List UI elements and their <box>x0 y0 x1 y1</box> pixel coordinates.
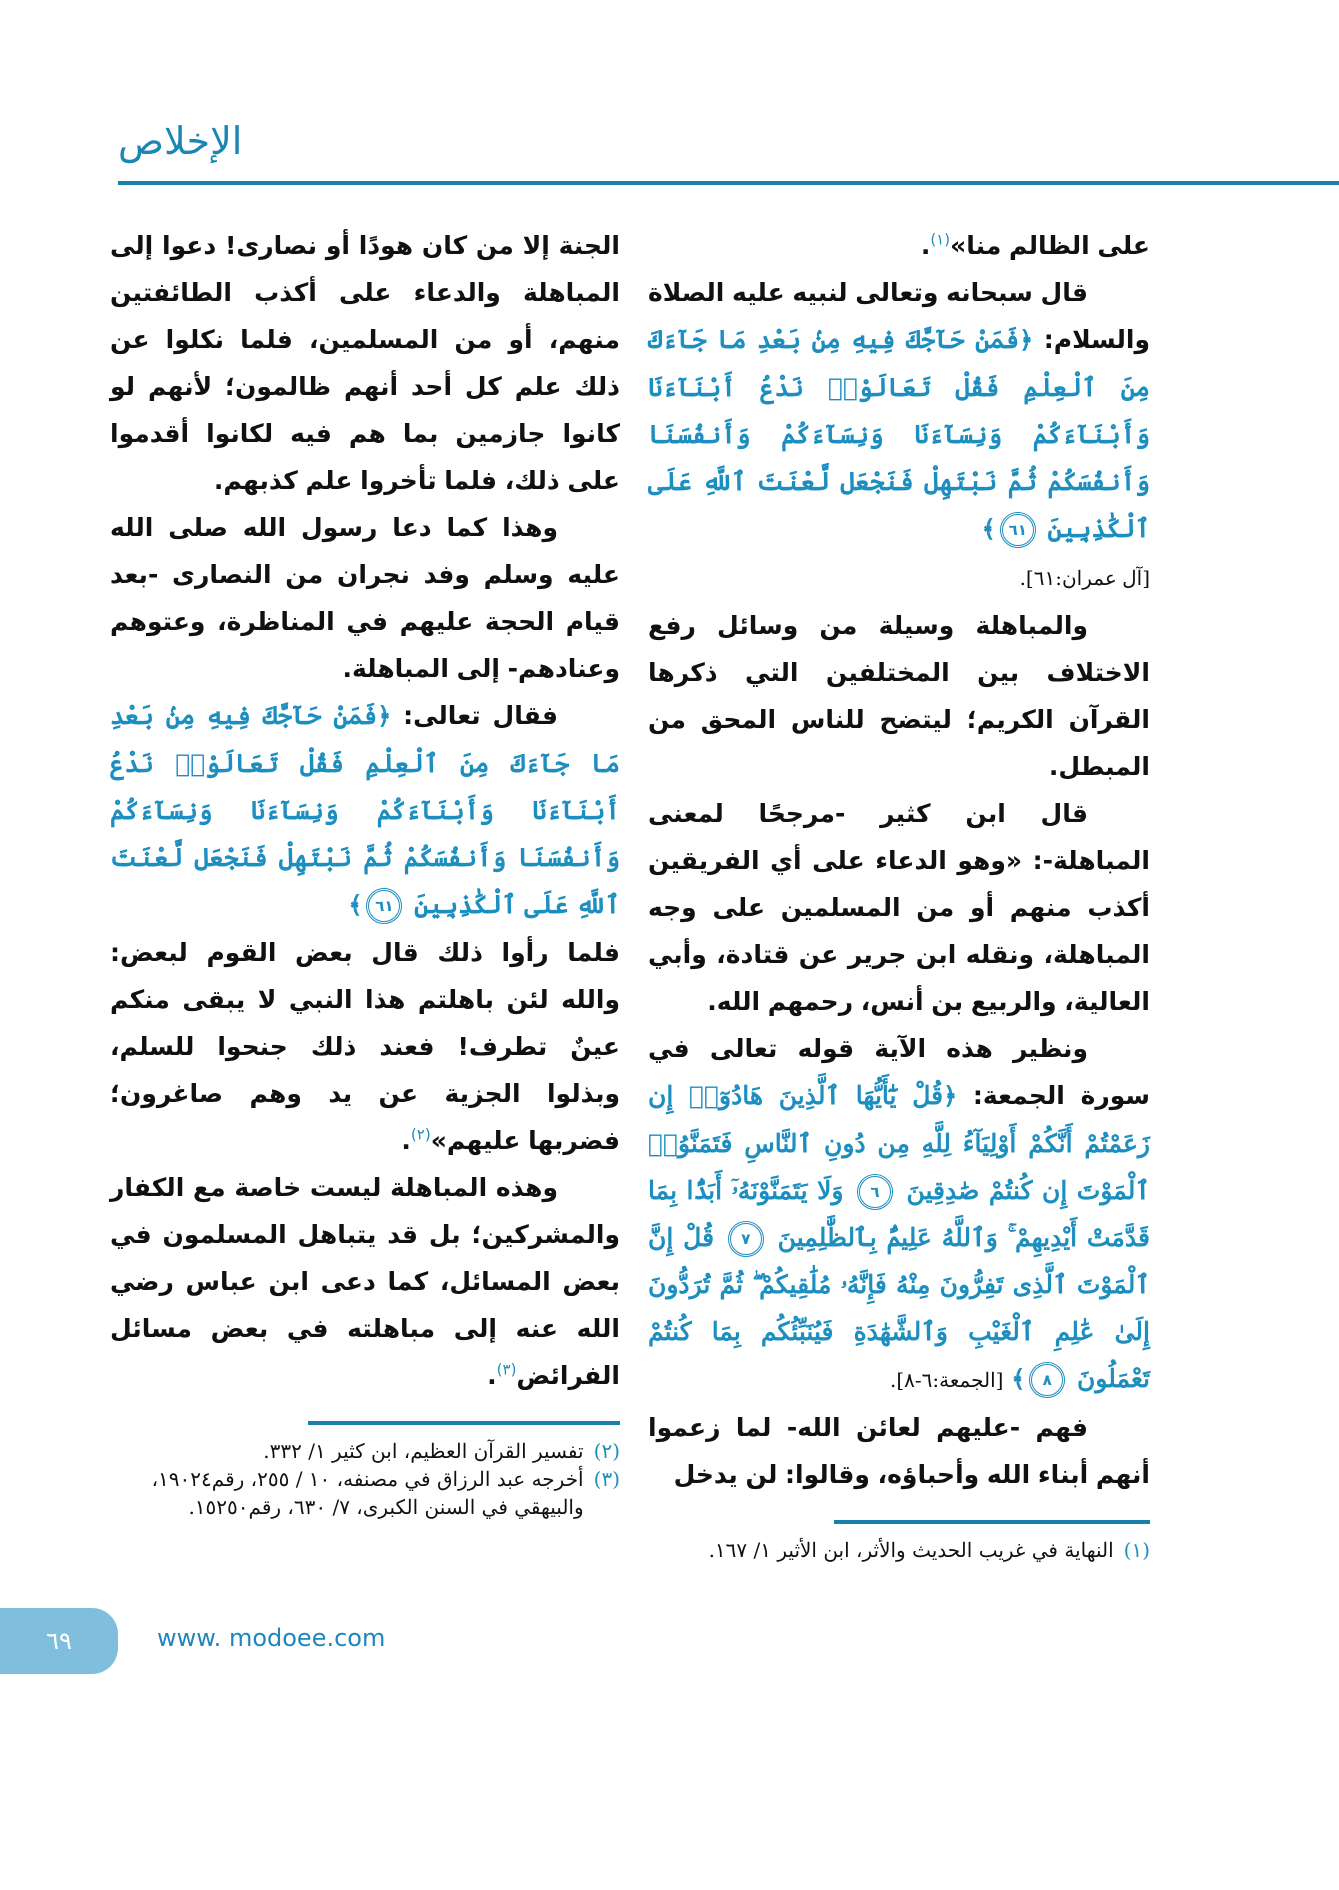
footnote <box>110 1437 620 1465</box>
footnote-number: (٢) <box>593 1439 620 1463</box>
footnote-number: (١) <box>1123 1538 1150 1562</box>
left-column-body <box>110 222 620 1399</box>
footnote-text: أخرجه عبد الرزاق في مصنفه، ١٠ / ٢٥٥، رقم١٩٠٢٤، والبيهقي في السنن الكبرى، ٧/ ٦٣٠، رقم١٥٢٥٠. <box>151 1467 584 1519</box>
text: فقال تعالى: <box>403 701 558 730</box>
paragraph: وهذا كما دعا رسول الله صلى الله عليه وسلم وفد نجران من النصارى -بعد قيام الحجة عليهم في المناظرة، وعتوهم وعنادهم- إلى المباهلة. <box>110 513 620 683</box>
footnotes-left <box>110 1437 620 1521</box>
footnote-rule <box>308 1421 620 1425</box>
chapter-title: الإخلاص <box>118 119 243 163</box>
text: . <box>487 1361 497 1390</box>
quran-verse: قُلْ إِنَّ ٱلْمَوْتَ ٱلَّذِى تَفِرُّونَ مِنْهُ فَإِنَّهُۥ مُلَٰقِيكُمْ ۖ ثُمَّ تُرَدُّونَ إِلَىٰ عَٰلِمِ ٱلْغَيْبِ وَٱلشَّهَٰدَةِ فَيُنَبِّئُكُم بِمَا كُنتُمْ تَعْمَلُونَ <box>648 1223 1150 1393</box>
page-footer <box>0 1588 1339 1698</box>
paragraph <box>648 269 1150 602</box>
quran-verse: فَمَنْ حَآجَّكَ فِيهِ مِنۢ بَعْدِ مَا جَآءَكَ مِنَ ٱلْعِلْمِ فَقُلْ تَعَالَوْا۟ نَدْعُ أَبْنَآءَنَا وَأَبْنَآءَكُمْ وَنِسَآءَنَا وَنِسَآءَكُمْ وَأَنفُسَنَا وَأَنفُسَكُمْ ثُمَّ نَبْتَهِلْ فَنَجْعَل لَّعْنَتَ ٱللَّهِ عَلَى ٱلْكَٰذِبِينَ <box>110 701 620 919</box>
footnote-text: النهاية في غريب الحديث والأثر، ابن الأثير ١/ ١٦٧. <box>708 1538 1114 1562</box>
paragraph <box>648 222 1150 269</box>
paragraph: والمباهلة وسيلة من وسائل رفع الاختلاف بين المختلفين التي ذكرها القرآن الكريم؛ ليتضح للناس المحق من المبطل. <box>648 611 1150 781</box>
text: فلما رأوا ذلك قال بعض القوم لبعض: والله لئن باهلتم هذا النبي لا يبقى منكم عينٌ تطرف! فعند ذلك جنحوا للسلم، وبذلوا الجزية عن يد وهم صاغرون؛ فضربها عليهم» <box>110 938 620 1155</box>
quran-open-bracket-icon: ﴿ <box>1019 326 1034 354</box>
text: وهذه المباهلة ليست خاصة مع الكفار والمشركين؛ بل قد يتباهل المسلمون في بعض المسائل، كما دعى ابن عباس رضي الله عنه إلى مباهلته في بعض مسائل الفرائض <box>110 1173 620 1390</box>
page-number-badge: ٦٩ <box>0 1608 118 1674</box>
quran-close-bracket-icon: ﴾ <box>1011 1365 1026 1393</box>
footnote-ref-1[interactable]: (١) <box>930 230 951 249</box>
columns <box>0 200 1339 1564</box>
quran-verse: فَمَنْ حَآجَّكَ فِيهِ مِنۢ بَعْدِ مَا جَآءَكَ مِنَ ٱلْعِلْمِ فَقُلْ تَعَالَوْا۟ نَدْعُ أَبْنَآءَنَا وَأَبْنَآءَكُمْ وَنِسَآءَنَا وَنِسَآءَكُمْ وَأَنفُسَنَا وَأَنفُسَكُمْ ثُمَّ نَبْتَهِلْ فَنَجْعَل لَّعْنَتَ ٱللَّهِ عَلَى ٱلْكَٰذِبِينَ <box>648 325 1150 543</box>
footnote <box>110 1465 620 1521</box>
footnote-ref-2[interactable]: (٢) <box>410 1125 431 1144</box>
ayah-number-marker: ٦١ <box>1000 512 1036 548</box>
footnote-ref-3[interactable]: (٣) <box>496 1360 517 1379</box>
ayah-number-marker: ٨ <box>1029 1362 1065 1398</box>
footnote <box>648 1536 1150 1564</box>
quran-open-bracket-icon: ﴿ <box>377 702 392 730</box>
website-link[interactable]: www. modoee.com <box>157 1624 386 1652</box>
paragraph <box>110 692 620 929</box>
footnote-number: (٣) <box>593 1467 620 1491</box>
right-column <box>648 222 1150 1564</box>
paragraph <box>110 929 620 1164</box>
verse-reference: [الجمعة:٦-٨]. <box>889 1368 1004 1392</box>
paragraph: قال ابن كثير -مرجحًا لمعنى المباهلة-: «وهو الدعاء على أي الفريقين أكذب منهم أو من المسلمين على وجه المباهلة، ونقله ابن جرير عن قتادة، وأبي العالية، والربيع بن أنس، رحمهم الله. <box>648 799 1150 1016</box>
footnotes-right <box>648 1536 1150 1564</box>
text: ونظير هذه الآية قوله تعالى في سورة الجمعة: <box>648 1034 1150 1110</box>
ayah-number-marker: ٧ <box>728 1221 764 1257</box>
footnote-text: تفسير القرآن العظيم، ابن كثير ١/ ٣٣٢. <box>263 1439 584 1463</box>
right-column-body <box>648 222 1150 1498</box>
quran-close-bracket-icon: ﴾ <box>348 891 363 919</box>
verse-reference: [آل عمران:٦١]. <box>1019 566 1150 590</box>
quran-close-bracket-icon: ﴾ <box>981 515 996 543</box>
paragraph <box>648 1025 1150 1404</box>
quran-verse: قُلْ يَٰٓأَيُّهَا ٱلَّذِينَ هَادُوٓا۟ إِن زَعَمْتُمْ أَنَّكُمْ أَوْلِيَآءُ لِلَّهِ مِن دُونِ ٱلنَّاسِ فَتَمَنَّوُا۟ ٱلْمَوْتَ إِن كُنتُمْ صَٰدِقِينَ <box>648 1081 1150 1205</box>
quran-open-bracket-icon: ﴿ <box>943 1082 958 1110</box>
paragraph <box>110 1164 620 1399</box>
header-rule <box>118 181 1339 185</box>
ayah-number-marker: ٦ <box>857 1174 893 1210</box>
paragraph: فهم -عليهم لعائن الله- لما زعموا أنهم أبناء الله وأحباؤه، وقالوا: لن يدخل <box>648 1413 1150 1489</box>
quran-verse: وَلَا يَتَمَنَّوْنَهُۥٓ أَبَدًۢا بِمَا قَدَّمَتْ أَيْدِيهِمْ ۚ وَٱللَّهُ عَلِيمٌۢ بِٱلظَّٰلِمِينَ <box>648 1176 1150 1252</box>
footnote-rule <box>834 1520 1150 1524</box>
paragraph: الجنة إلا من كان هودًا أو نصارى! دعوا إلى المباهلة والدعاء على أكذب الطائفتين منهم، أو من المسلمين، فلما نكلوا عن ذلك علم كل أحد أنهم ظالمون؛ لأنهم لو كانوا جازمين بما هم فيه لكانوا أقدموا على ذلك، فلما تأخروا علم كذبهم. <box>110 231 620 495</box>
left-column <box>110 222 620 1521</box>
ayah-number-marker: ٦١ <box>366 888 402 924</box>
text: . <box>920 231 931 260</box>
text: قال سبحانه وتعالى لنبيه عليه الصلاة والسلام: <box>648 278 1150 354</box>
text: على الظالم منا» <box>950 231 1150 260</box>
page-header <box>0 0 1339 200</box>
text: . <box>401 1126 411 1155</box>
